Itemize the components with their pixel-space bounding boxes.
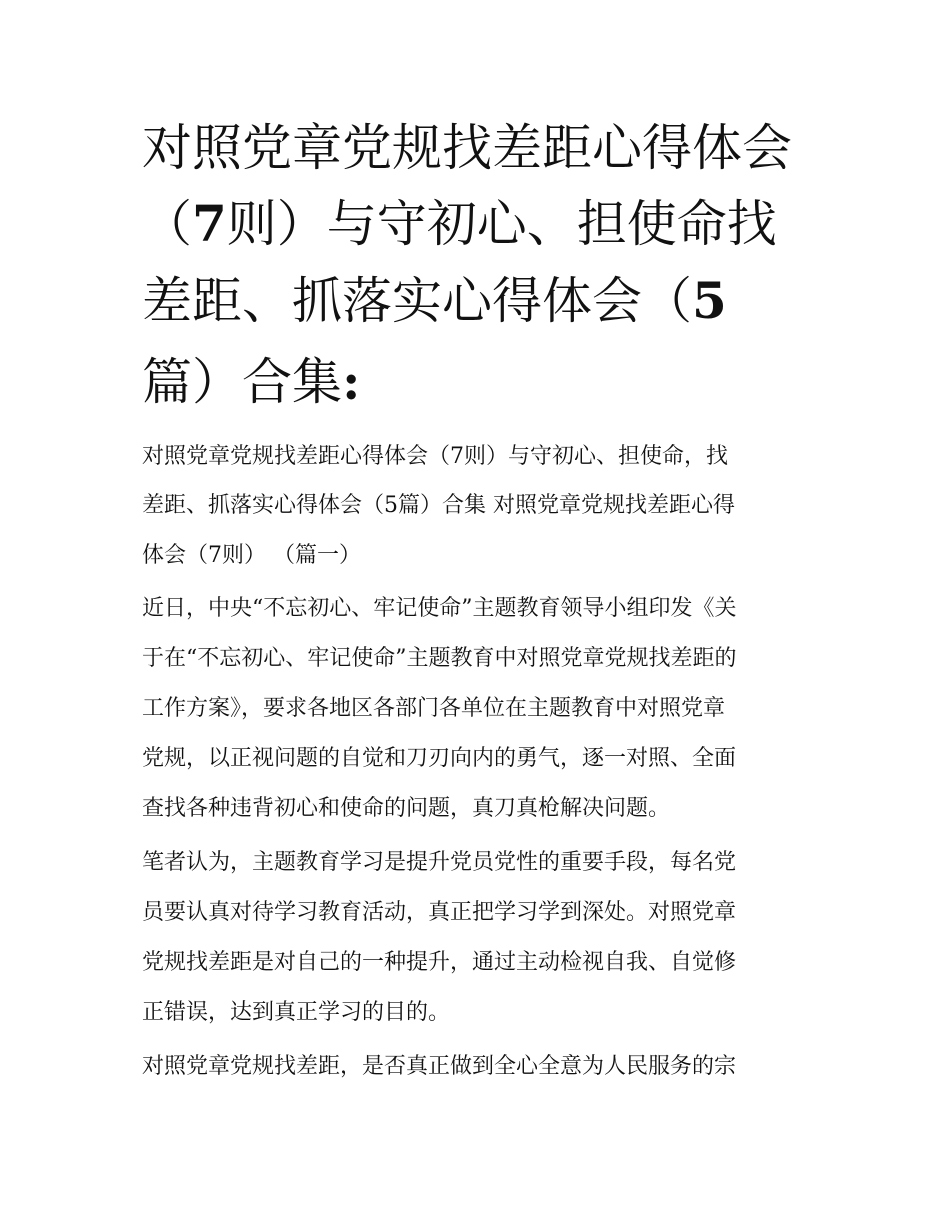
body-line: 近日，中央“不忘初心、牢记使命”主题教育领导小组印发《关 [142, 596, 737, 621]
title-line-1: 对照党章党规找差距心得体会 [142, 119, 792, 177]
title-line-2: （7则）与守初心、担使命找 [142, 194, 777, 253]
title-line-4: 篇）合集: [142, 352, 361, 411]
body-line: 于在“不忘初心、牢记使命”主题教育中对照党章党规找差距的 [142, 646, 737, 671]
body-line: 党规，以正视问题的自觉和刀刃向内的勇气，逐一对照、全面 [142, 746, 737, 771]
body-line: 党规找差距是对自己的一种提升，通过主动检视自我、自觉修 [142, 950, 737, 975]
body-line: 体会（7则） （篇一） [142, 543, 361, 568]
body-line: 正错误，达到真正学习的目的。 [142, 1000, 451, 1025]
body-line: 笔者认为，主题教育学习是提升党员党性的重要手段，每名党 [142, 850, 737, 875]
body-line: 查找各种违背初心和使命的问题，真刀真枪解决问题。 [142, 796, 671, 821]
body-line: 工作方案》，要求各地区各部门各单位在主题教育中对照党章 [142, 696, 726, 721]
body-line: 员要认真对待学习教育活动，真正把学习学到深处。对照党章 [142, 900, 737, 925]
body-line: 差距、抓落实心得体会（5篇）合集 对照党章党规找差距心得 [142, 493, 735, 518]
title-line-3: 差距、抓落实心得体会（5 [142, 271, 727, 330]
body-line: 对照党章党规找差距心得体会（7则）与守初心、担使命，找 [142, 444, 728, 469]
body-line: 对照党章党规找差距，是否真正做到全心全意为人民服务的宗 [142, 1054, 737, 1079]
